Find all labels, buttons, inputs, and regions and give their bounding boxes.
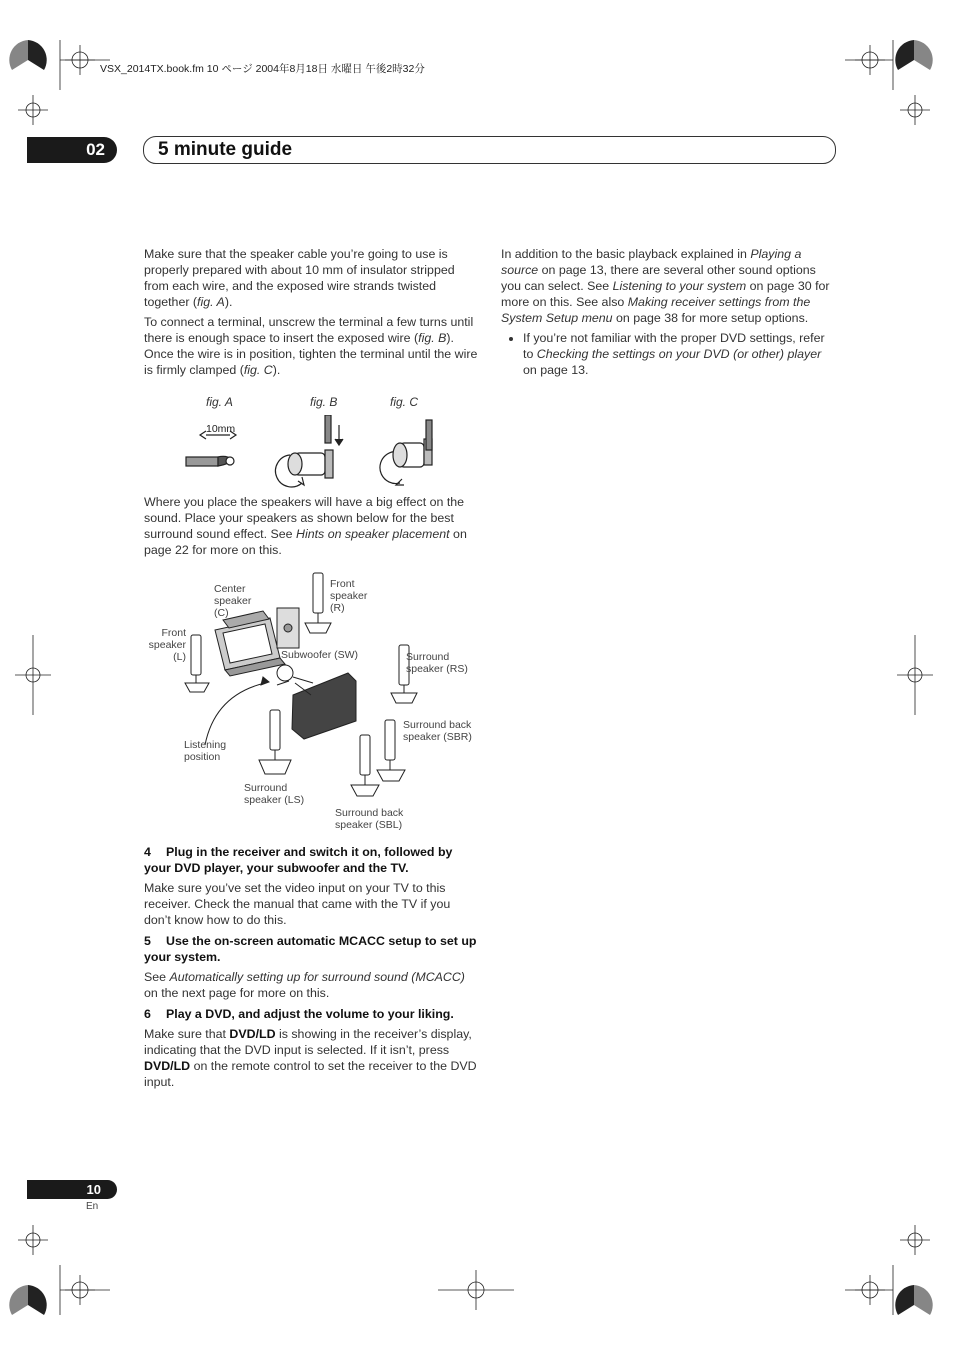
paragraph-sound-options: In addition to the basic playback explained in Playing a source on page 13, there are several other sound options you can select. See Listening to your system on page 30 for more on this. See also Making receiver settings from the System Setup menu on page 38 for more setup options. bbox=[501, 247, 830, 325]
chapter-number: 02 bbox=[27, 137, 117, 163]
bullet-list bbox=[501, 330, 834, 378]
paragraph-speaker-placement: Where you place the speakers will have a big effect on the sound. Place your speakers as shown below for the best surround sound effect. See Hints on speaker placement on page 22 for more on this. bbox=[144, 495, 467, 557]
step-5-body: See Automatically setting up for surround sound (MCACC) on the next page for more on this. bbox=[144, 970, 465, 1000]
label-center-speaker: Center speaker (C) bbox=[214, 583, 252, 619]
label-front-speaker-l: Front speaker (L) bbox=[148, 627, 186, 663]
step-4-body: Make sure you’ve set the video input on your TV to this receiver. Check the manual that came with the TV if you don’t know how to do this. bbox=[144, 881, 451, 927]
fig-b-label: fig. B bbox=[310, 395, 338, 409]
step-4 bbox=[144, 844, 479, 932]
wire-terminal-figures bbox=[180, 415, 450, 490]
step-5 bbox=[144, 933, 479, 1005]
fig-c-label: fig. C bbox=[390, 395, 419, 409]
print-header: VSX_2014TX.book.fm 10 ページ 2004年8月18日 水曜日 午後2時32分 bbox=[100, 63, 425, 75]
step-6-body: Make sure that DVD/LD is showing in the receiver’s display, indicating that the DVD input is selected. If it isn’t, press DVD/LD on the remote control to set the receiver to the DVD input. bbox=[144, 1027, 477, 1089]
step-6-heading: 6 Play a DVD, and adjust the volume to your liking. bbox=[144, 1007, 454, 1021]
label-front-speaker-r: Front speaker (R) bbox=[330, 578, 368, 614]
left-intro-text bbox=[144, 246, 479, 382]
step-6 bbox=[144, 1006, 479, 1094]
label-listening-position: Listening position bbox=[184, 739, 227, 763]
right-column-text bbox=[501, 246, 834, 378]
measure-label: 10mm bbox=[206, 423, 236, 435]
paragraph-cable-prep: Make sure that the speaker cable you’re going to use is properly prepared with about 10 mm of insulator stripped from each wire, and the exposed wire strands twisted together (fig. A). bbox=[144, 247, 455, 309]
label-subwoofer: Subwoofer (SW) bbox=[281, 649, 359, 661]
step-4-heading: 4 Plug in the receiver and switch it on, followed by your DVD player, your subwoofer and the TV. bbox=[144, 845, 453, 875]
bullet-dvd-settings: • If you’re not familiar with the proper DVD settings, refer to Checking the settings on your DVD (or other) player on page 13. bbox=[523, 330, 834, 378]
fig-a-label: fig. A bbox=[206, 395, 233, 409]
chapter-title: 5 minute guide bbox=[158, 139, 293, 160]
paragraph-terminal-connect: To connect a terminal, unscrew the terminal a few turns until there is enough space to insert the exposed wire (fig. B). Once the wire is in position, tighten the terminal until the wire is firmly clamped (fig. C). bbox=[144, 315, 478, 377]
language-code: En bbox=[86, 1201, 99, 1212]
page-number: 10 bbox=[27, 1180, 117, 1199]
label-surround-back-sbr: Surround back speaker (SBR) bbox=[403, 719, 472, 743]
label-surround-rs: Surround speaker (RS) bbox=[406, 651, 468, 675]
label-surround-ls: Surround speaker (LS) bbox=[244, 782, 305, 806]
step-5-heading: 5 Use the on-screen automatic MCACC setup to set up your system. bbox=[144, 934, 477, 964]
label-surround-back-sbl: Surround back speaker (SBL) bbox=[335, 807, 404, 831]
